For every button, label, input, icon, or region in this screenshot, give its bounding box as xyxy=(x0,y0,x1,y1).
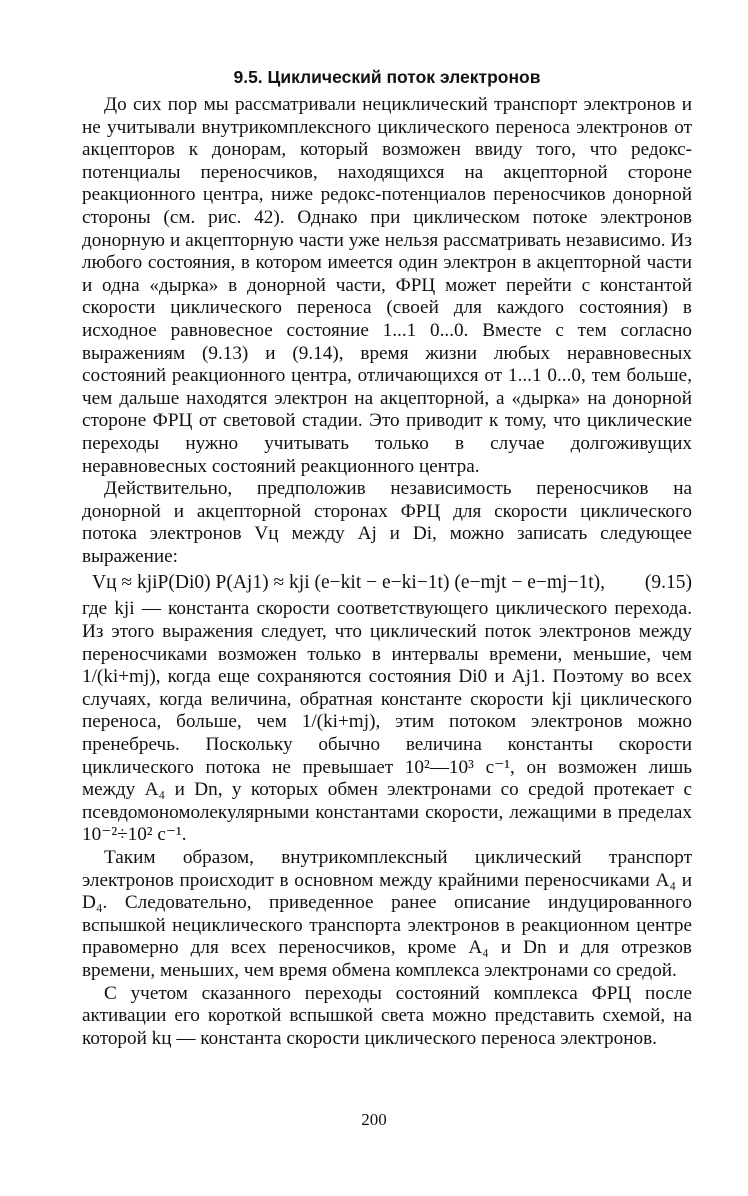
paragraph-1: До сих пор мы рассматривали нециклический транспорт электронов и не учитывали внутрикомплексного циклического переноса электронов от акцепторов к донорам, который возможен ввиду того, что редокс-потенциалы переносчиков, находящихся на акцепторной стороне реакционного центра, ниже редокс-потенциалов переносчиков донорной стороны (см. рис. 42). Однако при циклическом потоке электронов донорную и акцепторную части уже нельзя рассматривать независимо. Из любого состояния, в котором имеется один электрон в акцепторной части и одна «дырка» в донорной части, ФРЦ может перейти с константой скорости циклического переноса (своей для каждого состояния) в исходное равновесное состояние 1...1 0...0. Вместе с тем согласно выражениям (9.13) и (9.14), время жизни любых неравновесных состояний реакционного центра, отличающихся от 1...1 0...0, тем больше, чем дальше находятся электрон на акцепторной, а «дырка» на донорной стороне ФРЦ от световой стадии. Это приводит к тому, что циклические переходы нужно учитывать только в случае долгоживущих неравновесных состояний реакционного центра. xyxy=(82,94,692,477)
page-body xyxy=(82,66,692,1050)
page-number: 200 xyxy=(361,1110,387,1129)
equation-body: Vц ≈ kjiP(Di0) P(Aj1) ≈ kji (e−kit − e−ki−1t) (e−mjt − e−mj−1t), xyxy=(92,572,606,594)
section-heading: 9.5. Циклический поток электронов xyxy=(233,67,541,87)
paragraph-2: Действительно, предположив независимость переносчиков на донорной и акцепторной сторонах ФРЦ для скорости циклического потока электронов Vц между Aj и Di, можно записать следующее выражение: xyxy=(82,478,692,567)
paragraph-3: где kji — константа скорости соответствующего циклического перехода. Из этого выражения следует, что циклический поток электронов между переносчиками возможен только в интервалы времени, меньшие, чем 1/(ki+mj), когда еще сохраняются состояния Di0 и Aj1. Поэтому во всех случаях, когда величина, обратная константе скорости kji циклического переноса, больше, чем 1/(ki+mj), этим потоком электронов можно пренебречь. Поскольку обычно величина константы скорости циклического потока не превышает 10²—10³ с⁻¹, он возможен лишь между A₄ и Dn, у которых обмен электронами со средой протекает с псевдомономолекулярными константами скорости, лежащими в пределах 10⁻²÷10² с⁻¹. xyxy=(82,598,692,846)
equation-number: (9.15) xyxy=(644,572,692,594)
equation-9-15 xyxy=(82,570,692,596)
paragraph-5: С учетом сказанного переходы состояний комплекса ФРЦ после активации его короткой вспышкой света можно представить схемой, на которой kц — константа скорости циклического переноса электронов. xyxy=(82,982,692,1049)
paragraph-4: Таким образом, внутрикомплексный циклический транспорт электронов происходит в основном между крайними переносчиками A₄ и D₄. Следовательно, приведенное ранее описание индуцированного вспышкой нециклического транспорта электронов в реакционном центре правомерно для всех переносчиков, кроме A₄ и Dn и для отрезков времени, меньших, чем время обмена комплекса электронами со средой. xyxy=(82,847,692,981)
